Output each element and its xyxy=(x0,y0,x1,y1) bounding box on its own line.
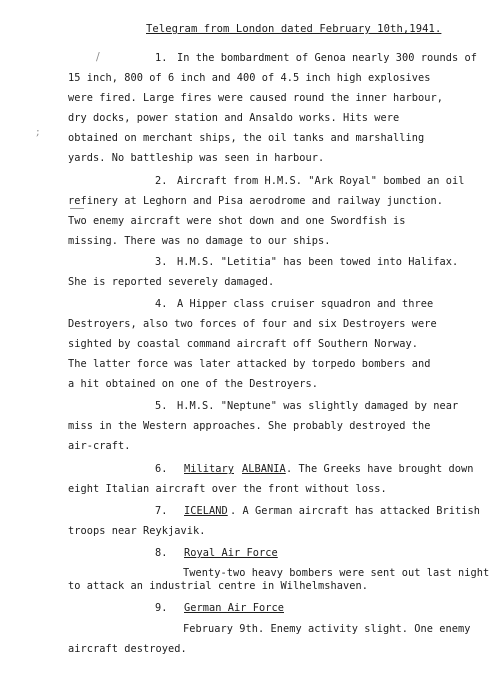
paragraph-4-number: 4. xyxy=(155,298,168,310)
paragraph-1-line: dry docks, power station and Ansaldo works. Hits were xyxy=(68,112,400,124)
paragraph-6-heading-military: Military xyxy=(184,463,234,475)
paragraph-1-line: were fired. Large fires were caused round the inner harbour, xyxy=(68,92,443,104)
paragraph-2-number: 2. xyxy=(155,175,168,187)
paragraph-2-line: refinery at Leghorn and Pisa aerodrome and railway junction. xyxy=(68,195,443,207)
paragraph-9-heading: German Air Force xyxy=(184,602,284,614)
paragraph-1-line: In the bombardment of Genoa nearly 300 rounds of xyxy=(177,52,477,64)
margin-mark: ; xyxy=(36,125,40,138)
paragraph-6-line: eight Italian aircraft over the front without loss. xyxy=(68,483,387,495)
paragraph-4-line: a hit obtained on one of the Destroyers. xyxy=(68,378,318,390)
paragraph-1-line: obtained on merchant ships, the oil tanks and marshalling xyxy=(68,132,425,144)
paragraph-5-line: H.M.S. "Neptune" was slightly damaged by near xyxy=(177,400,459,412)
paragraph-4-line: The latter force was later attacked by torpedo bombers and xyxy=(68,358,431,370)
document-title: Telegram from London dated February 10th,1941. xyxy=(146,23,442,35)
paragraph-7-line: troops near Reykjavik. xyxy=(68,525,206,537)
paragraph-2-line: missing. There was no damage to our ships. xyxy=(68,235,331,247)
paragraph-8-line: to attack an industrial centre in Wilhelmshaven. xyxy=(68,580,368,592)
paragraph-6-number: 6. xyxy=(155,463,168,475)
paragraph-8-number: 8. xyxy=(155,547,168,559)
paragraph-7-heading: ICELAND xyxy=(184,505,228,517)
paragraph-4-line: Destroyers, also two forces of four and six Destroyers were xyxy=(68,318,437,330)
paragraph-6-line: . The Greeks have brought down xyxy=(286,463,474,475)
paragraph-3-line: H.M.S. "Letitia" has been towed into Halifax. xyxy=(177,256,459,268)
paragraph-9-line: February 9th. Enemy activity slight. One enemy xyxy=(183,623,471,635)
paragraph-3-number: 3. xyxy=(155,256,168,268)
paragraph-2-line: Two enemy aircraft were shot down and one Swordfish is xyxy=(68,215,406,227)
paragraph-2-line: Aircraft from H.M.S. "Ark Royal" bombed an oil xyxy=(177,175,465,187)
paragraph-1-line: yards. No battleship was seen in harbour. xyxy=(68,152,325,164)
paragraph-6-heading-albania: ALBANIA xyxy=(242,463,286,475)
paragraph-5-number: 5. xyxy=(155,400,168,412)
paragraph-9-number: 9. xyxy=(155,602,168,614)
paragraph-4-line: sighted by coastal command aircraft off Southern Norway. xyxy=(68,338,418,350)
margin-mark: / xyxy=(96,50,100,63)
paragraph-1-number: 1. xyxy=(155,52,168,64)
paragraph-3-line: She is reported severely damaged. xyxy=(68,276,275,288)
paragraph-8-line: Twenty-two heavy bombers were sent out last night xyxy=(183,567,490,579)
paragraph-4-line: A Hipper class cruiser squadron and three xyxy=(177,298,434,310)
paragraph-7-line: . A German aircraft has attacked British xyxy=(230,505,480,517)
paragraph-5-line: air-craft. xyxy=(68,440,131,452)
paragraph-9-line: aircraft destroyed. xyxy=(68,643,187,655)
paragraph-7-number: 7. xyxy=(155,505,168,517)
margin-dash xyxy=(70,208,84,209)
paragraph-5-line: miss in the Western approaches. She probably destroyed the xyxy=(68,420,431,432)
paragraph-1-line: 15 inch, 800 of 6 inch and 400 of 4.5 inch high explosives xyxy=(68,72,431,84)
paragraph-8-heading: Royal Air Force xyxy=(184,547,278,559)
